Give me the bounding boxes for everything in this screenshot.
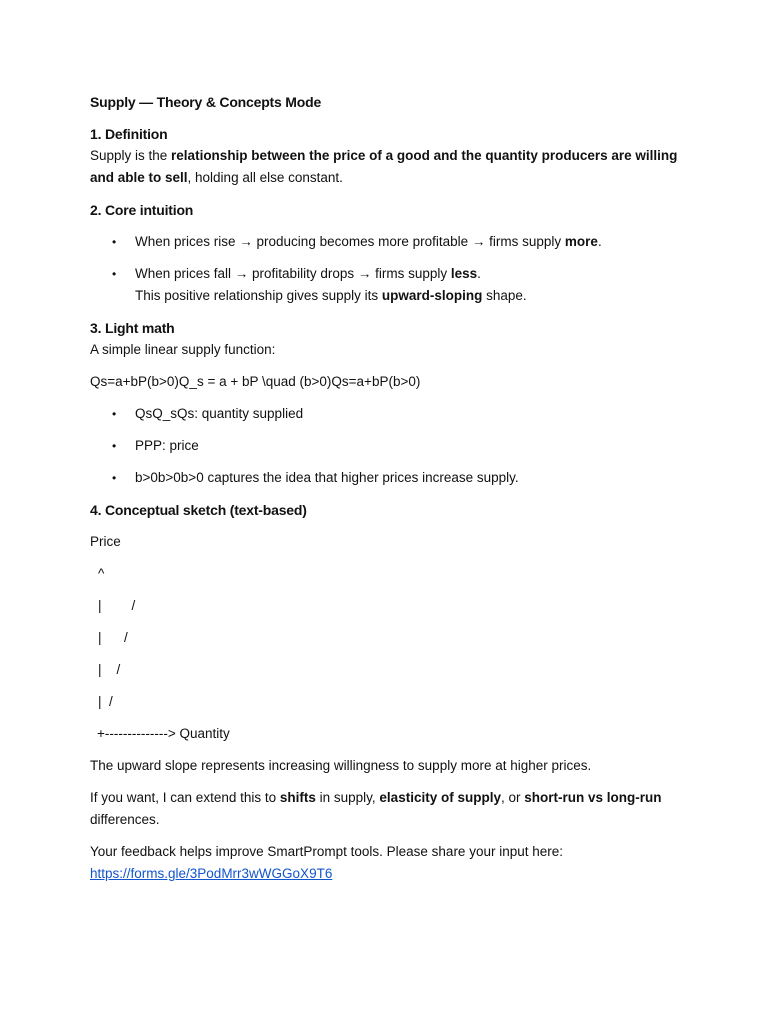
sketch-line: | /	[98, 694, 113, 709]
core-bullet-2-line-2	[135, 287, 527, 305]
core-bullet-2-line-2-end: shape.	[482, 288, 527, 303]
heading-conceptual-sketch: 4. Conceptual sketch (text-based)	[90, 502, 307, 518]
document-title: Supply — Theory & Concepts Mode	[90, 94, 322, 110]
definition-bold-2: and able to sell	[90, 170, 188, 185]
definition-line-2	[90, 169, 343, 187]
extend-bold: shifts	[279, 790, 316, 805]
sketch-line: | /	[98, 662, 121, 677]
heading-definition: 1. Definition	[90, 126, 168, 142]
extend-bold: short-run vs long-run	[524, 790, 662, 805]
feedback-text: Your feedback helps improve SmartPrompt tools. Please share your input here:	[90, 844, 564, 859]
extend-line-2: differences.	[90, 812, 160, 827]
math-bullet: QsQ_sQs: quantity supplied	[135, 406, 304, 421]
core-bullet-1	[135, 233, 602, 251]
core-bullet-2-line-2-text: This positive relationship gives supply its	[135, 288, 382, 303]
feedback-link-line	[90, 865, 332, 883]
core-bullet-2-text: When prices fall → profitability drops → firms supply	[135, 266, 451, 281]
bullet-dot: •	[112, 439, 117, 453]
definition-bold: relationship between the price of a good and the quantity producers are willing	[171, 148, 678, 163]
bullet-dot: •	[112, 407, 117, 421]
math-formula: Qs=a+bP(b>0)Q_s = a + bP \quad (b>0)Qs=a+bP(b>0)	[90, 374, 421, 389]
sketch-line: | /	[98, 598, 136, 613]
sketch-line: | /	[98, 630, 128, 645]
math-bullet: PPP: price	[135, 438, 199, 453]
math-bullet: b>0b>0b>0 captures the idea that higher prices increase supply.	[135, 470, 519, 485]
bullet-dot: •	[112, 235, 117, 249]
extend-bold: elasticity of supply	[379, 790, 501, 805]
definition-text-2: , holding all else constant.	[187, 170, 343, 185]
core-bullet-1-text: When prices rise → producing becomes more profitable → firms supply	[135, 234, 565, 249]
sketch-caption: The upward slope represents increasing willingness to supply more at higher prices.	[90, 758, 592, 773]
extend-text: in supply,	[315, 790, 380, 805]
extend-text: If you want, I can extend this to	[90, 790, 280, 805]
core-bullet-2	[135, 265, 481, 283]
math-intro: A simple linear supply function:	[90, 342, 276, 357]
extend-line-1	[90, 789, 661, 807]
feedback-link[interactable]: https://forms.gle/3PodMrr3wWGGoX9T6	[90, 866, 333, 881]
bullet-dot: •	[112, 471, 117, 485]
definition-line-1	[90, 147, 677, 165]
bullet-dot: •	[112, 267, 117, 281]
heading-light-math: 3. Light math	[90, 320, 175, 336]
core-bullet-2-end: .	[477, 266, 481, 281]
core-bullet-1-bold: more	[564, 234, 598, 249]
core-bullet-2-line-2-bold: upward-sloping	[381, 288, 483, 303]
sketch-line: Price	[90, 534, 121, 549]
definition-text: Supply is the	[90, 148, 172, 163]
core-bullet-1-end: .	[597, 234, 602, 249]
sketch-line: +--------------> Quantity	[97, 726, 230, 741]
sketch-line: ^	[98, 566, 105, 581]
heading-core-intuition: 2. Core intuition	[90, 202, 194, 218]
core-bullet-2-bold: less	[450, 266, 478, 281]
extend-text: , or	[500, 790, 525, 805]
